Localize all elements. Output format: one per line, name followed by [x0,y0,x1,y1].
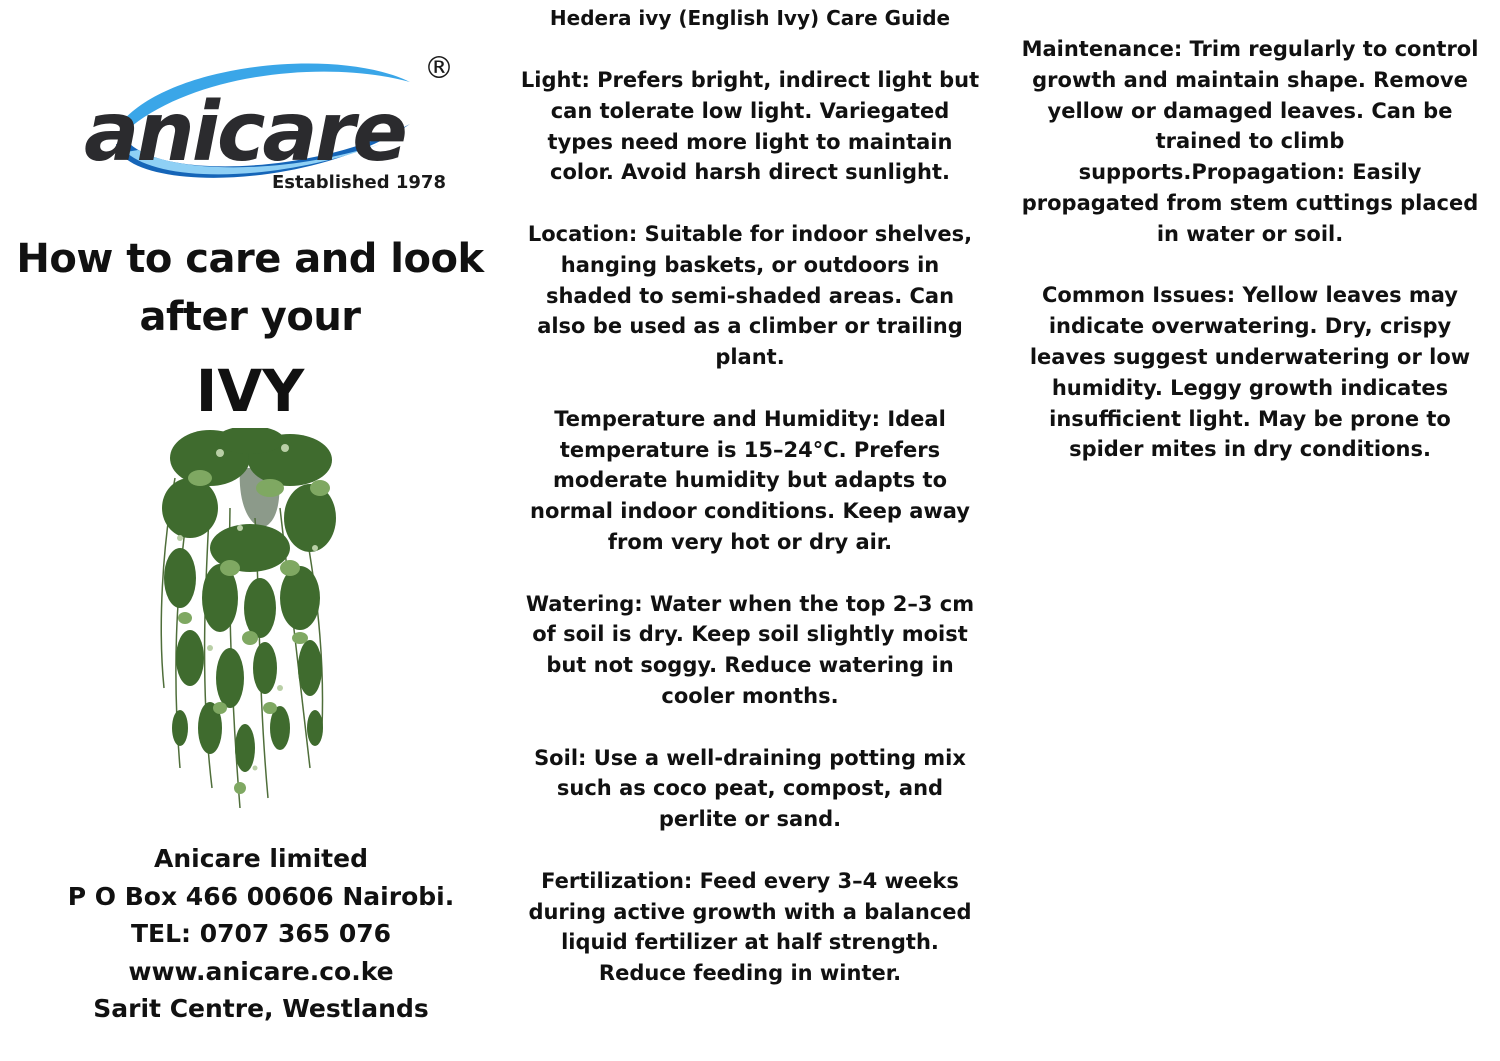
watering-section: Watering: Water when the top 2–3 cm of soil is dry. Keep soil slightly moist but not soggy. Reduce watering in cooler months. [525,591,975,708]
store-location: Sarit Centre, Westlands [93,994,429,1023]
care-headline [0,230,500,346]
fertilization-section: Fertilization: Feed every 3–4 weeks during active growth with a balanced liquid fertilizer at half strength. Reduce feeding in winter. [528,868,972,986]
guide-title: Hedera ivy (English Ivy) Care Guide [549,6,951,30]
plant-name: IVY [195,357,305,425]
postal-address: P O Box 466 00606 Nairobi. [67,881,455,911]
company-name: Anicare limited [154,844,368,873]
headline-line-2: after your [139,294,361,340]
care-guide-panel [520,0,980,1020]
logo-wordmark: anicare [84,85,405,180]
contact-block [18,840,504,1028]
intro-panel [0,0,500,1061]
hanging-ivy-image [150,428,350,824]
established-label: Established 1978 [272,172,446,193]
website-link[interactable]: www.anicare.co.ke [128,956,394,986]
soil-section: Soil: Use a well-draining potting mix such as coco peat, compost, and perlite or sand. [534,745,966,832]
light-section: Light: Prefers bright, indirect light but can tolerate low light. Variegated types need more light to maintain color. Avoid harsh direct sunlight. [520,68,980,185]
common-issues-section: Common Issues: Yellow leaves may indicate overwatering. Dry, crispy leaves suggest underwatering or low humidity. Leggy growth indicates insufficient light. May be prone to spider mites in dry conditions. [1029,283,1471,462]
registered-mark: ® [424,51,454,86]
maintenance-section: Maintenance: Trim regularly to control growth and maintain shape. Remove yellow or damaged leaves. Can be trained to climb supports.Propagation: Easily propagated from stem cuttings placed in water or soil. [1021,37,1479,246]
telephone: TEL: 0707 365 076 [130,919,392,948]
headline-line-1: How to care and look [16,236,484,282]
anicare-logo [80,52,460,202]
temperature-section: Temperature and Humidity: Ideal temperature is 15–24°C. Prefers moderate humidity but adapts to normal indoor conditions. Keep away from very hot or dry air. [530,406,970,554]
care-guide-panel-2 [1020,0,1480,496]
location-section: Location: Suitable for indoor shelves, hanging baskets, or outdoors in shaded to semi-shaded areas. Can also be used as a climber or trailing plant. [527,221,973,370]
